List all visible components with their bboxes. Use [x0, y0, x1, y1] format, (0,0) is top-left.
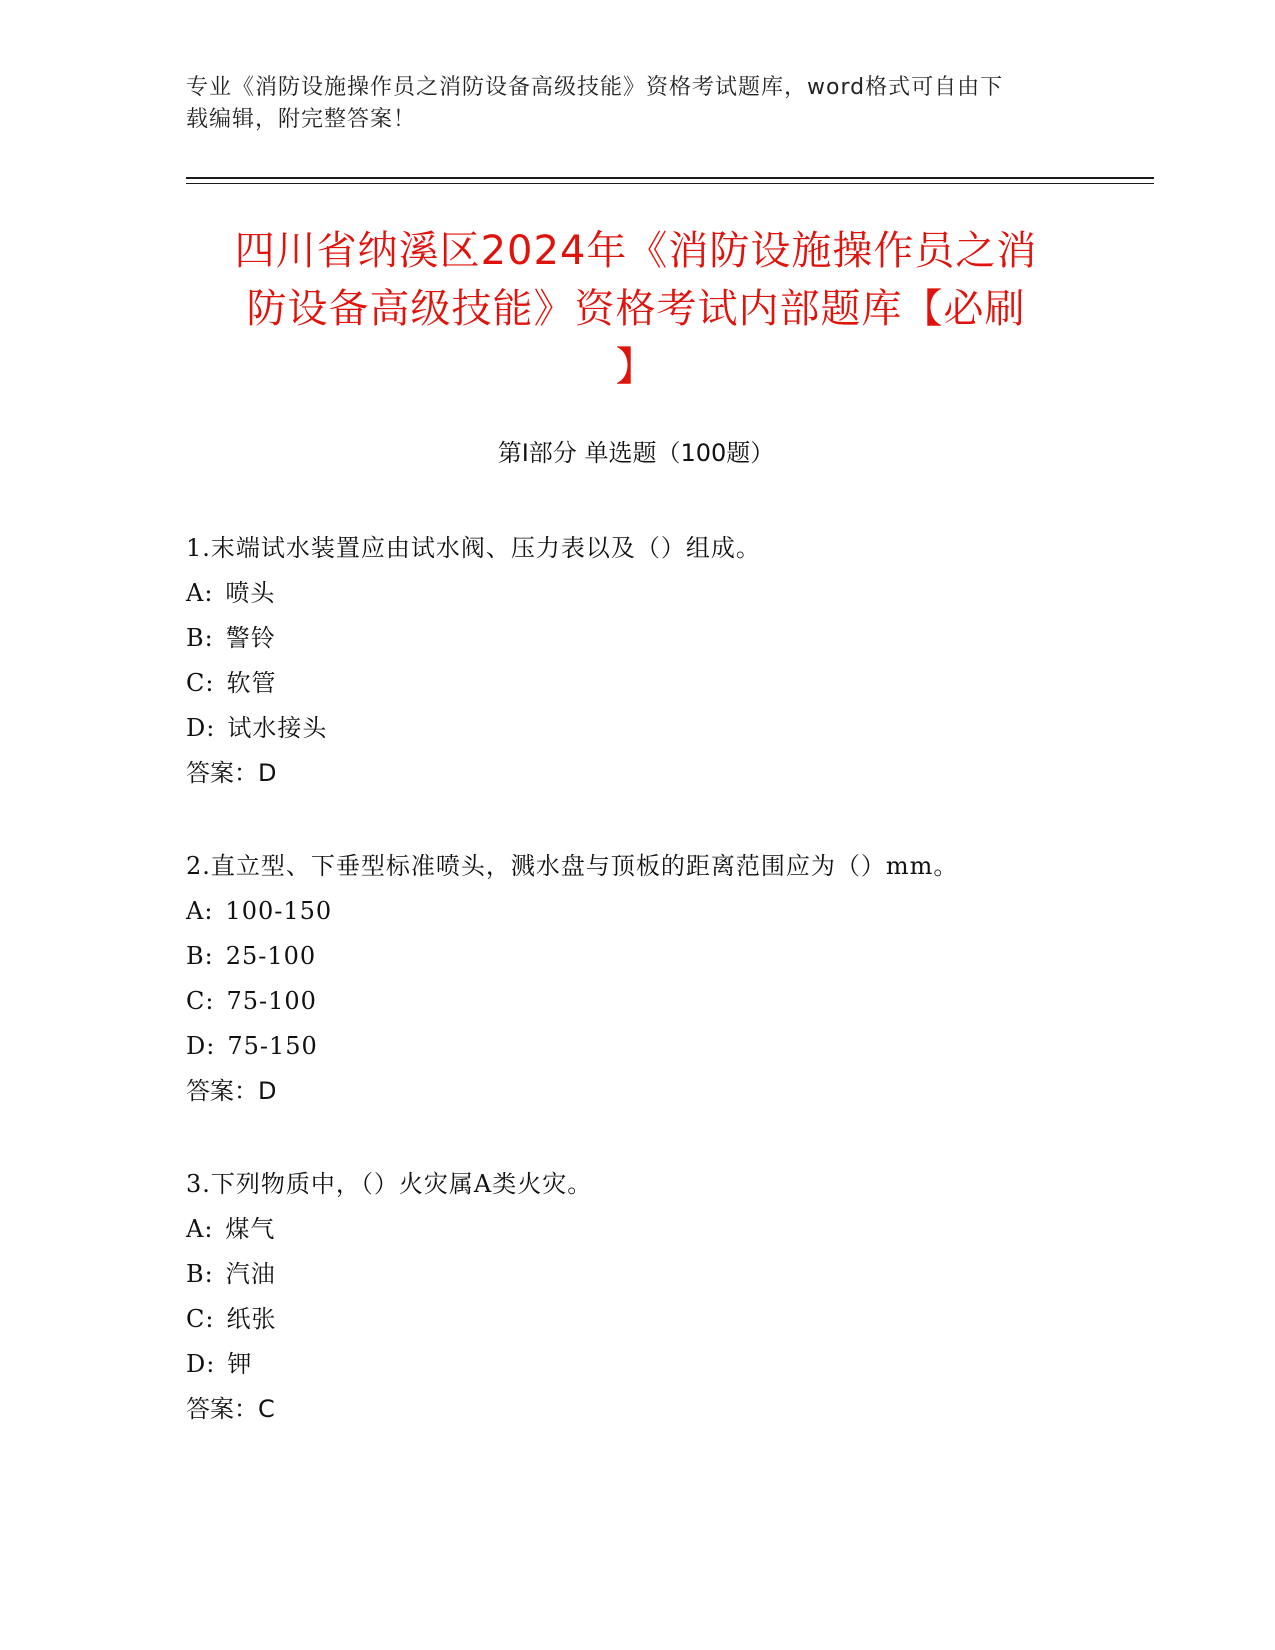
option-d	[186, 1342, 1086, 1387]
document-title-line-1: 四川省纳溪区2024年《消防设施操作员之消	[234, 228, 1038, 274]
option-text: 汽油	[225, 1260, 276, 1288]
header-note-line-2: 载编辑，附完整答案！	[186, 107, 417, 132]
option-text: 软管	[226, 669, 277, 697]
option-a	[186, 571, 1086, 616]
option-key: C:	[186, 987, 215, 1015]
section-heading: 第Ⅰ部分 单选题（100题）	[497, 439, 775, 467]
answer-line: 答案：C	[186, 1395, 275, 1423]
question-stem: 2.直立型、下垂型标准喷头，溅水盘与顶板的距离范围应为（）mm。	[186, 852, 959, 880]
header-note	[186, 72, 1066, 136]
question-stem: 1.末端试水装置应由试水阀、压力表以及（）组成。	[186, 534, 761, 562]
document-title-line-2: 防设备高级技能》资格考试内部题库【必刷	[246, 286, 1026, 332]
option-key: C:	[186, 669, 215, 697]
question-item	[186, 844, 1086, 1114]
document-title	[186, 222, 1086, 396]
option-text: 试水接头	[227, 714, 328, 742]
option-text: 100-150	[225, 897, 333, 925]
option-text: 25-100	[225, 942, 317, 970]
question-stem: 3.下列物质中，（）火灾属A类火灾。	[186, 1170, 593, 1198]
option-b	[186, 616, 1086, 661]
option-d	[186, 1024, 1086, 1069]
question-item	[186, 526, 1086, 796]
option-key: A:	[186, 1215, 214, 1243]
option-key: B:	[186, 624, 214, 652]
option-key: B:	[186, 1260, 214, 1288]
option-key: C:	[186, 1305, 215, 1333]
option-d	[186, 706, 1086, 751]
question-item	[186, 1162, 1086, 1432]
option-key: D:	[186, 1032, 216, 1060]
option-text: 喷头	[225, 579, 276, 607]
option-a	[186, 1207, 1086, 1252]
option-a	[186, 889, 1086, 934]
option-text: 75-100	[226, 987, 317, 1015]
option-b	[186, 1252, 1086, 1297]
option-text: 警铃	[225, 624, 276, 652]
question-list	[186, 526, 1086, 1480]
option-c	[186, 979, 1086, 1024]
option-text: 煤气	[225, 1215, 276, 1243]
option-key: B:	[186, 942, 214, 970]
option-text: 纸张	[226, 1305, 277, 1333]
document-title-line-3: 】	[615, 344, 657, 390]
header-divider-thick	[186, 177, 1154, 179]
option-b	[186, 934, 1086, 979]
option-key: D:	[186, 1350, 216, 1378]
option-text: 钾	[227, 1350, 253, 1378]
option-key: A:	[186, 579, 214, 607]
option-key: A:	[186, 897, 214, 925]
option-c	[186, 661, 1086, 706]
answer-line: 答案：D	[186, 759, 277, 787]
option-key: D:	[186, 714, 216, 742]
option-c	[186, 1297, 1086, 1342]
header-note-line-1: 专业《消防设施操作员之消防设备高级技能》资格考试题库，word格式可自由下	[186, 75, 1004, 100]
option-text: 75-150	[227, 1032, 318, 1060]
header-divider-thin	[186, 183, 1154, 184]
answer-line: 答案：D	[186, 1077, 277, 1105]
